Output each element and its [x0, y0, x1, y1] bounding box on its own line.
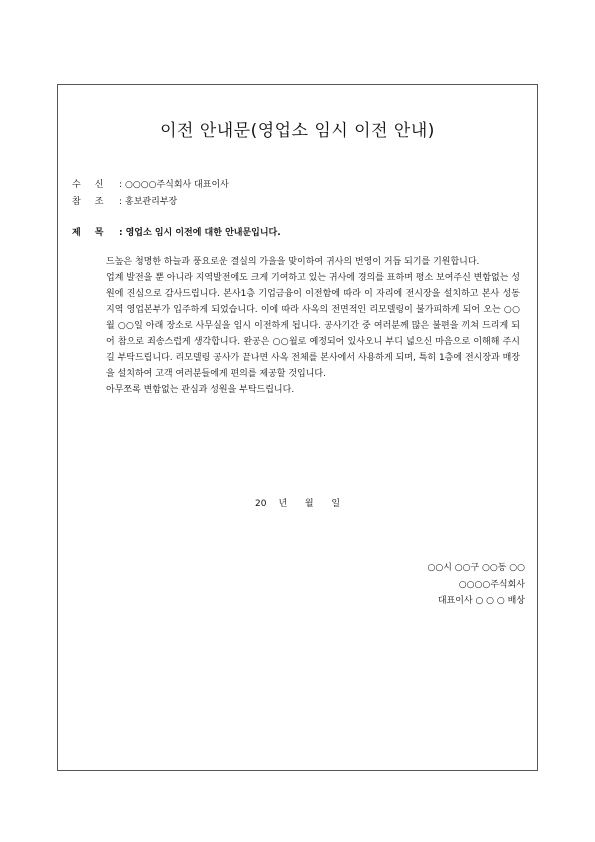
letter-date: 20 년 월 일: [254, 499, 341, 509]
reference-value: 홍보관리부장: [125, 197, 178, 207]
subject-line: 제 목 : 영업소 임시 이전에 대한 안내문입니다.: [72, 228, 281, 238]
body-paragraph: 드높은 청명한 하늘과 풍요로운 결실의 가을을 맞이하여 귀사의 번영이 거듭 되기를 기원합니다.: [106, 257, 480, 267]
document-title: 이전 안내문(영업소 임시 이전 안내): [160, 121, 435, 141]
signature-representative: 대표이사 ○ ○ ○ 배상: [437, 596, 525, 606]
letter-body: [106, 254, 520, 398]
subject-value: 영업소 임시 이전에 대한 안내문입니다.: [125, 228, 281, 238]
body-paragraph: 업계 발전을 뿐 아니라 지역발전에도 크게 기여하고 있는 귀사에 경의를 표하며 평소 보여주신 변함없는 성원에 진심으로 감사드립니다. 본사1층 기업금융이 이전함에 따라 이 자리에 전시장을 설치하고 본사 성동지역 영업본부가 입주하게 되었습니다. 이에 따라 사옥의 전면적인 리모델링이 불가피하게 되어 오는 ○○월 ○○일 아래 장소로 사무실을 임시 이전하게 됩니다. 공사기간 중 여러분께 많은 불편을 끼쳐 드리게 되어 참으로 죄송스럽게 생각합니다. 완공은 ○○월로 예정되어 있사오니 부디 넓으신 마음으로 이해해 주시길 부탁드립니다. 리모델링 공사가 끝나면 사옥 전체를 본사에서 사용하게 되며, 특히 1층에 전시장과 매장을 설치하여 고객 여러분들에게 편의를 제공할 것입니다.: [106, 273, 520, 379]
body-paragraph: 아무쪼록 변함없는 관심과 성원을 부탁드립니다.: [106, 385, 295, 395]
signature-company: ○○○○주식회사: [458, 580, 525, 590]
signature-address: ○○시 ○○구 ○○동 ○○: [427, 563, 525, 573]
reference-line: 참 조 : 홍보관리부장: [72, 197, 178, 207]
recipient-line: 수 신 : ○○○○주식회사 대표이사: [72, 180, 229, 190]
recipient-value: ○○○○주식회사 대표이사: [125, 180, 229, 190]
